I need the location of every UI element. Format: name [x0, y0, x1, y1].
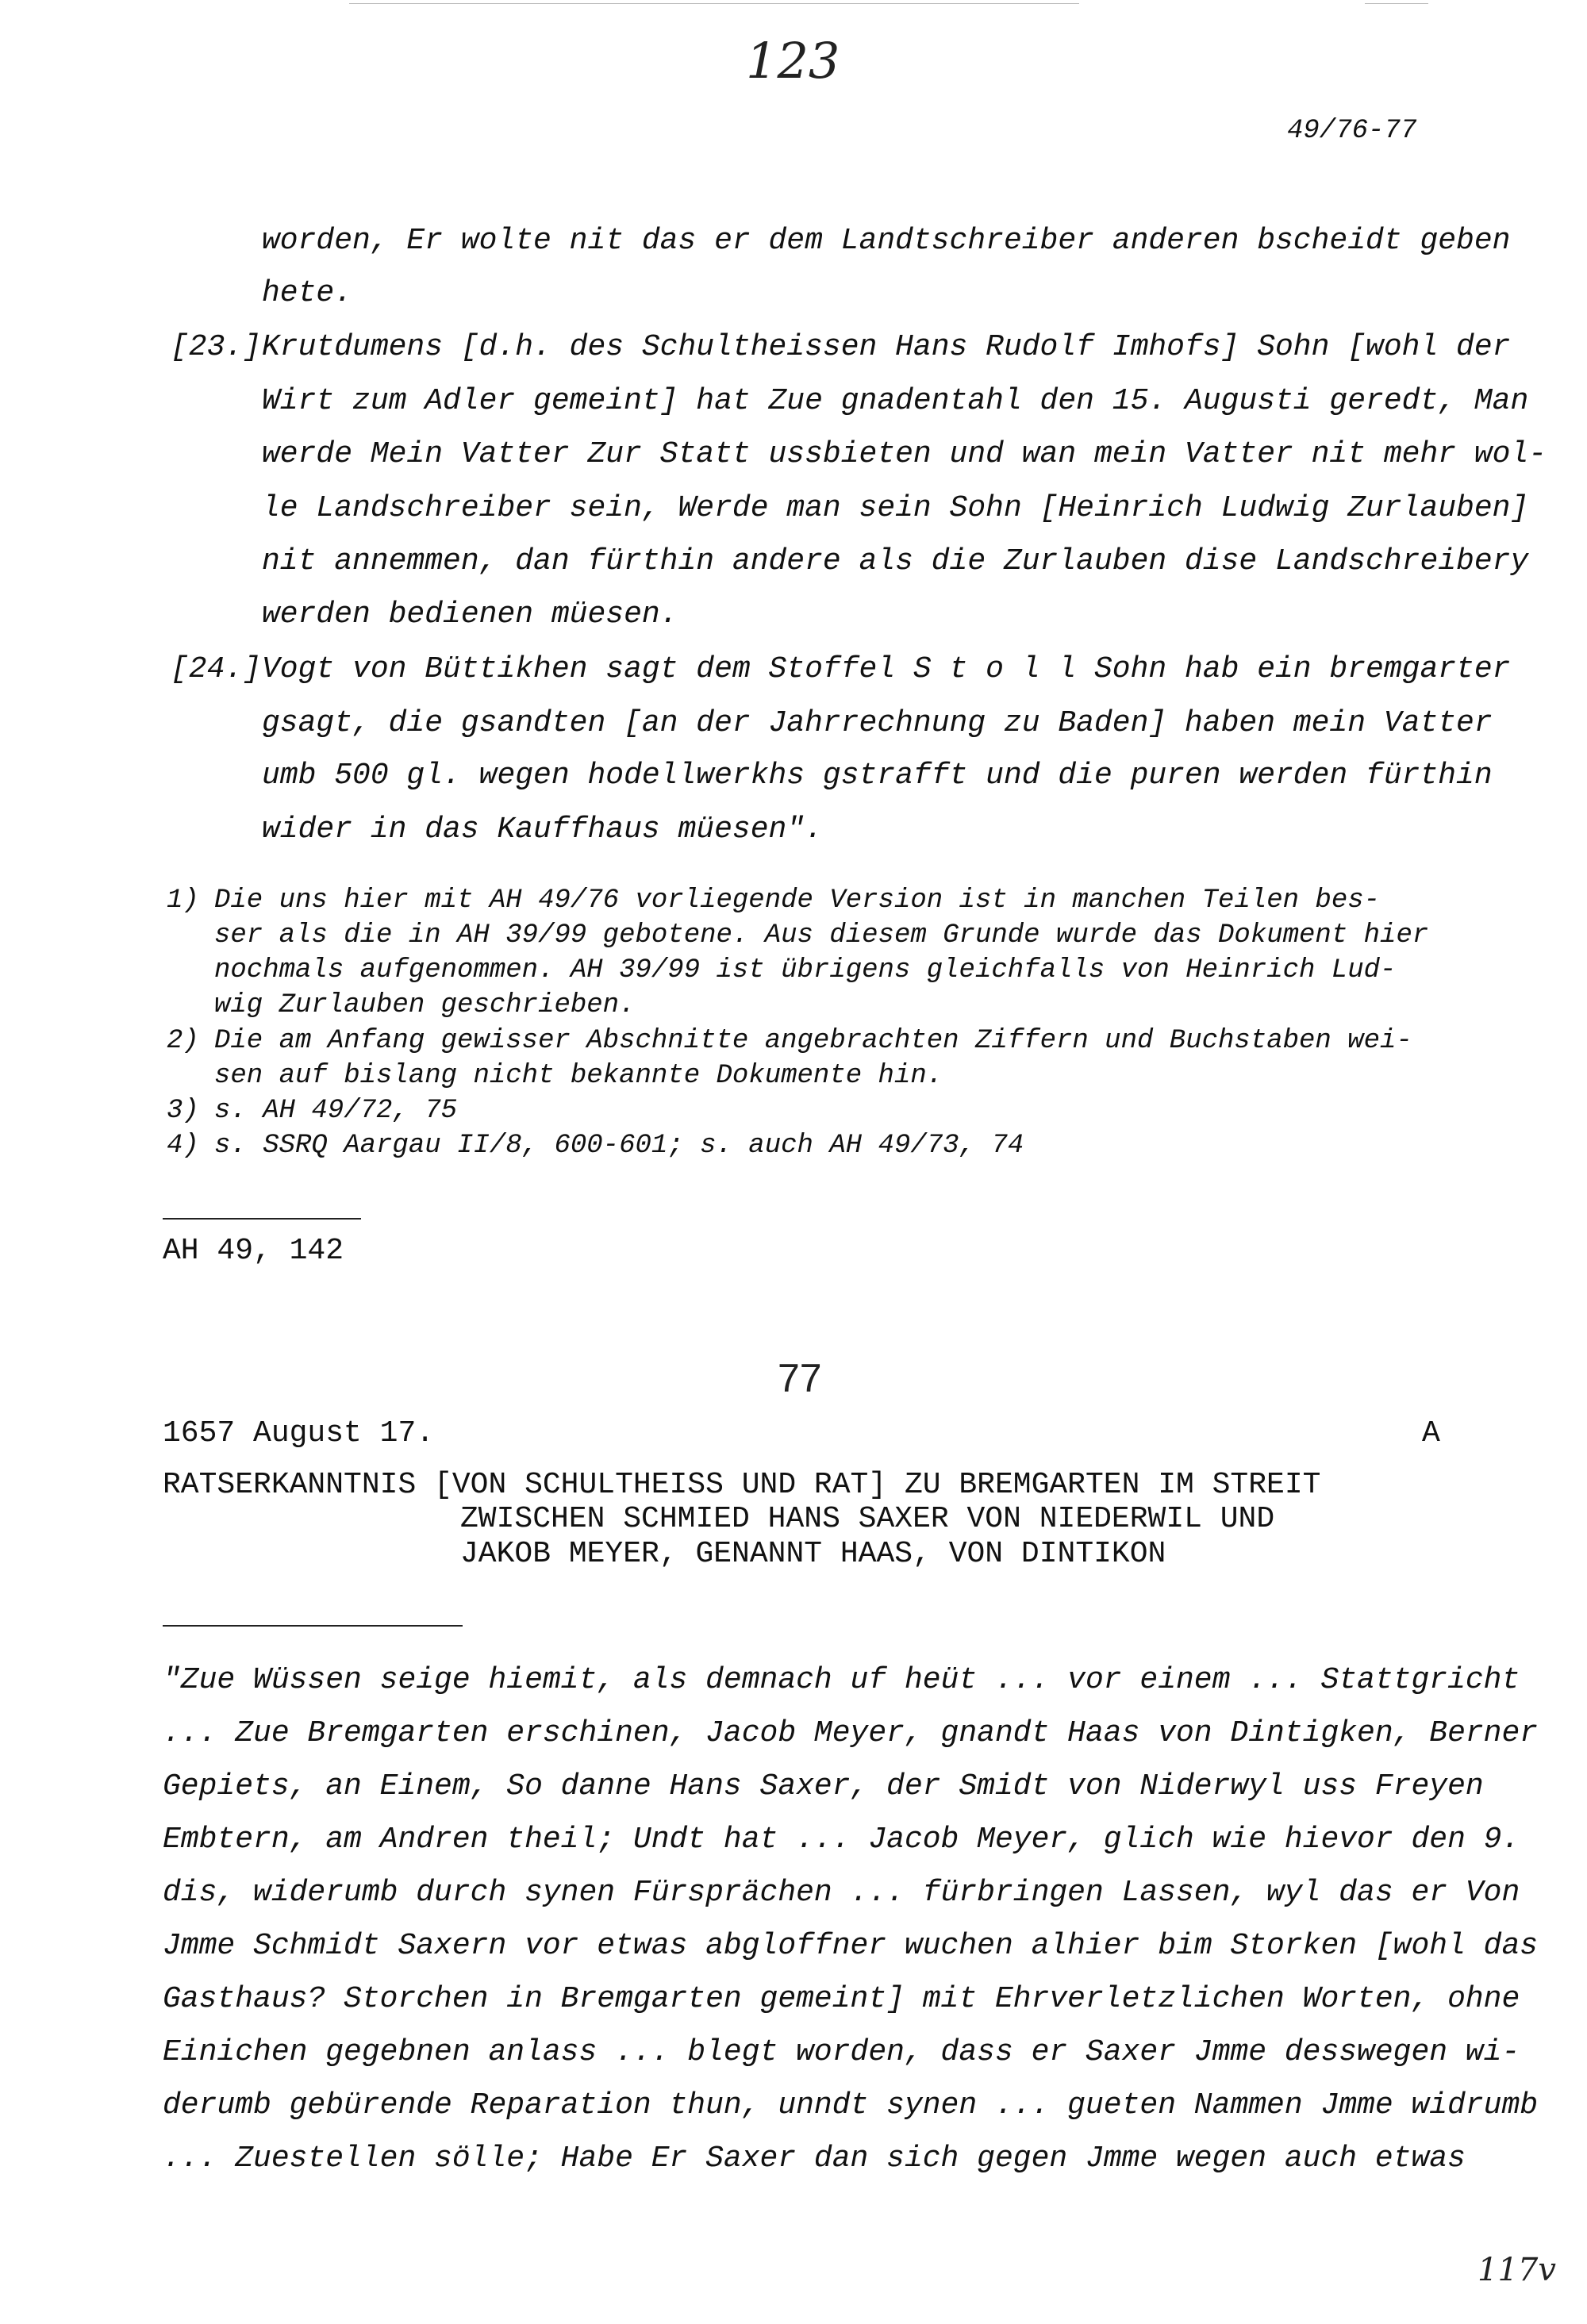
page-reference: 49/76-77 — [1287, 116, 1417, 146]
footnote-line: sen auf bislang nicht bekannte Dokumente hin. — [214, 1061, 943, 1091]
text-line: dis, widerumb durch synen Fürsprächen ... fürbringen Lassen, wyl das er Von — [163, 1876, 1520, 1910]
footnote-label: 1) — [167, 885, 199, 916]
title-line: RATSERKANNTNIS [VON SCHULTHEISS UND RAT] ZU BREMGARTEN IM STREIT — [163, 1468, 1321, 1502]
text-line: derumb gebürende Reparation thun, unndt synen ... gueten Nammen Jmme widrumb — [163, 2088, 1539, 2122]
entry-number: 77 — [778, 1356, 822, 1400]
text-line: Jmme Schmidt Saxern vor etwas abgloffner wuchen alhier bim Storken [wohl das — [163, 1929, 1539, 1963]
scan-edge-line — [1365, 3, 1428, 4]
footnote-line: s. AH 49/72, 75 — [214, 1096, 458, 1126]
text-line: hete. — [262, 276, 353, 310]
text-line: Einichen gegebnen anlass ... blegt worden, dass er Saxer Jmme desswegen wi- — [163, 2035, 1520, 2069]
text-line: le Landschreiber sein, Werde man sein Sohn [Heinrich Ludwig Zurlauben] — [262, 491, 1529, 525]
handwritten-folio-mark: 117v — [1477, 2252, 1556, 2288]
text-line: werde Mein Vatter Zur Statt ussbieten und wan mein Vatter nit mehr wol- — [262, 437, 1547, 471]
paragraph-label: [24.] — [171, 652, 262, 686]
footnote-line: ser als die in AH 39/99 gebotene. Aus diesem Grunde wurde das Dokument hier — [214, 920, 1429, 951]
text-line: wider in das Kauffhaus müesen". — [262, 812, 823, 847]
footnote-line: nochmals aufgenommen. AH 39/99 ist übrigens gleichfalls von Heinrich Lud- — [214, 955, 1397, 985]
text-line: ... Zue Bremgarten erschinen, Jacob Meyer, gnandt Haas von Dintigken, Berner — [163, 1716, 1539, 1750]
text-line: Krutdumens [d.h. des Schultheissen Hans Rudolf Imhofs] Sohn [wohl der — [262, 330, 1511, 364]
divider — [163, 1625, 463, 1627]
source-reference: AH 49, 142 — [163, 1234, 344, 1268]
text-line: Embtern, am Andren theil; Undt hat ... Jacob Meyer, glich wie hievor den 9. — [163, 1823, 1520, 1857]
entry-marker: A — [1422, 1416, 1440, 1450]
text-line: "Zue Wüssen seige hiemit, als demnach uf heüt ... vor einem ... Stattgricht — [163, 1663, 1520, 1697]
page-stamp-number: 123 — [746, 32, 840, 90]
text-line: nit annemmen, dan fürthin andere als die Zurlauben dise Landschreibery — [262, 544, 1529, 578]
footnote-label: 4) — [167, 1131, 199, 1161]
text-line: Wirt zum Adler gemeint] hat Zue gnadentahl den 15. Augusti geredt, Man — [262, 384, 1529, 418]
text-line: werden bedienen müesen. — [262, 597, 678, 632]
text-line: gsagt, die gsandten [an der Jahrrechnung zu Baden] haben mein Vatter — [262, 706, 1493, 740]
footnote-line: Die uns hier mit AH 49/76 vorliegende Version ist in manchen Teilen bes- — [214, 885, 1381, 916]
footnote-label: 3) — [167, 1096, 199, 1126]
footnote-line: s. SSRQ Aargau II/8, 600-601; s. auch AH 49/73, 74 — [214, 1131, 1024, 1161]
text-line: Vogt von Büttikhen sagt dem Stoffel S t o l l Sohn hab ein bremgarter — [262, 652, 1511, 686]
footnote-label: 2) — [167, 1026, 199, 1056]
text-line: Gasthaus? Storchen in Bremgarten gemeint] mit Ehrverletzlichen Worten, ohne — [163, 1982, 1520, 2016]
text-line: umb 500 gl. wegen hodellwerkhs gstrafft und die puren werden fürthin — [262, 759, 1493, 793]
title-line: JAKOB MEYER, GENANNT HAAS, VON DINTIKON — [460, 1537, 1166, 1571]
footnote-line: Die am Anfang gewisser Abschnitte angebrachten Ziffern und Buchstaben wei- — [214, 1026, 1412, 1056]
entry-date: 1657 August 17. — [163, 1416, 435, 1450]
paragraph-label: [23.] — [171, 330, 262, 364]
text-line: Gepiets, an Einem, So danne Hans Saxer, der Smidt von Niderwyl uss Freyen — [163, 1769, 1484, 1804]
scan-edge-line — [349, 3, 1079, 4]
text-line: worden, Er wolte nit das er dem Landtschreiber anderen bscheidt geben — [262, 224, 1511, 258]
title-line: ZWISCHEN SCHMIED HANS SAXER VON NIEDERWIL UND — [460, 1502, 1275, 1536]
text-line: ... Zuestellen sölle; Habe Er Saxer dan sich gegen Jmme wegen auch etwas — [163, 2142, 1466, 2176]
footnote-line: wig Zurlauben geschrieben. — [214, 990, 636, 1020]
divider — [163, 1218, 361, 1220]
